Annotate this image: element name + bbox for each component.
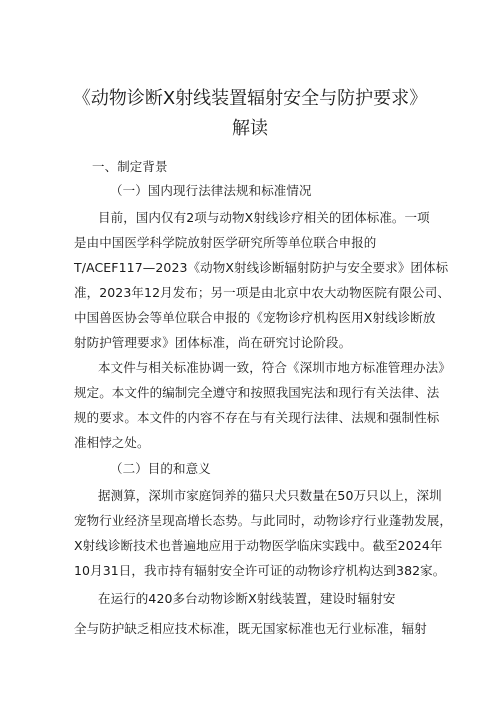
paragraph-line: 准，2023年12月发布；另一项是由北京中农大动物医院有限公司、 (74, 285, 450, 300)
document-title-continued: 解读 (232, 118, 268, 139)
paragraph-line: 全与防护缺乏相应技术标准，既无国家标准也无行业标准，辐射 (74, 621, 427, 636)
paragraph-line: 目前，国内仅有2项与动物X射线诊疗相关的团体标准。一项 (98, 210, 430, 225)
paragraph-line: 是由中国医学科学院放射医学研究所等单位联合申报的 (74, 235, 377, 250)
subsection-heading-purpose: （二）目的和意义 (110, 461, 211, 476)
document-title: 《动物诊断X射线装置辐射安全与防护要求》 (72, 88, 428, 109)
paragraph-line: 据测算，深圳市家庭饲养的猫只犬只数量在50万只以上，深圳 (98, 488, 442, 503)
paragraph-line: 10月31日，我市持有辐射安全许可证的动物诊疗机构达到382家。 (74, 563, 446, 578)
subsection-heading-regulations: （一）国内现行法律法规和标准情况 (110, 183, 312, 198)
paragraph-line: X射线诊断技术也普遍地应用于动物医学临床实践中。截至2024年 (74, 538, 443, 553)
paragraph-line: 规的要求。本文件的内容不存在与有关现行法律、法规和强制性标 (74, 410, 440, 425)
paragraph-line: 中国兽医协会等单位联合申报的《宠物诊疗机构医用X射线诊断放 (74, 310, 436, 325)
paragraph-line: 在运行的420多台动物诊断X射线装置，建设时辐射安 (98, 591, 396, 606)
section-heading-background: 一、制定背景 (92, 159, 168, 174)
paragraph-line: 本文件与相关标准协调一致，符合《深圳市地方标准管理办法》 (98, 360, 451, 375)
paragraph-line: 宠物行业经济呈现高增长态势。与此同时，动物诊疗行业蓬勃发展， (74, 513, 453, 528)
paragraph-line: 射防护管理要求》团体标准，尚在研究讨论阶段。 (74, 335, 352, 350)
paragraph-line: 规定。本文件的编制完全遵守和按照我国宪法和现行有关法律、法 (74, 385, 440, 400)
paragraph-line: T/ACEF117—2023《动物X射线诊断辐射防护与安全要求》团体标 (74, 260, 449, 275)
paragraph-line: 准相悖之处。 (74, 435, 150, 450)
